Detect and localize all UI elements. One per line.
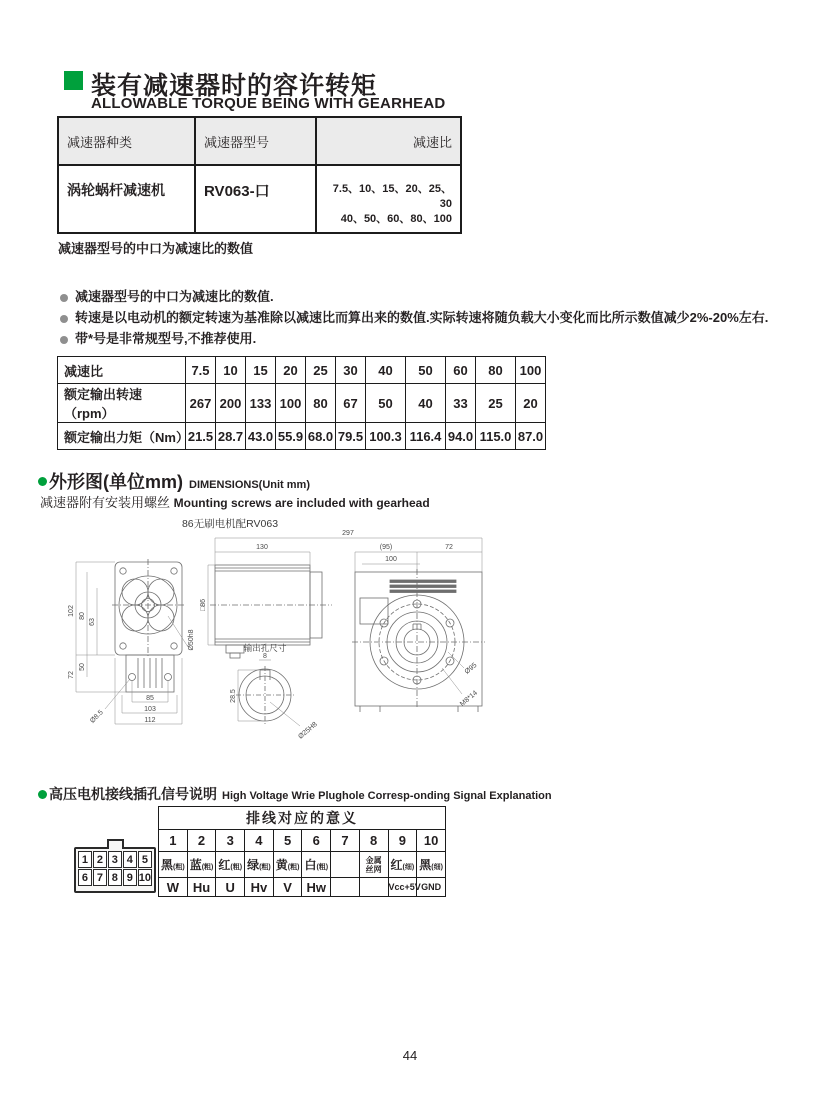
ratio-value: 15	[246, 357, 276, 384]
wire-color-cell	[331, 852, 360, 878]
torque-value: 21.5	[186, 423, 216, 450]
dimensions-section-header	[38, 468, 310, 494]
svg-text:85: 85	[146, 695, 154, 702]
note-text: 带*号是非常规型号,不推荐使用.	[75, 331, 257, 346]
signal-name: U	[216, 878, 245, 897]
pin-number: 7	[331, 830, 360, 852]
page-title-cn: 装有减速器时的容许转矩	[91, 72, 378, 100]
ratio-value: 80	[476, 357, 516, 384]
pin-number-row	[159, 830, 446, 852]
ratio-value: 20	[276, 357, 306, 384]
svg-text:80: 80	[79, 612, 86, 620]
dimensions-subtitle-en: Mounting screws are included with gearhead	[173, 496, 430, 510]
speed-value: 20	[516, 384, 546, 423]
dimensions-subtitle-cn: 减速器附有安装用螺丝	[40, 495, 171, 510]
signal-name: Hv	[245, 878, 274, 897]
connector-pin: 6	[78, 869, 92, 886]
connector-pin: 10	[138, 869, 152, 886]
output-hole-dim-labels	[230, 653, 319, 741]
page-title-en: ALLOWABLE TORQUE BEING WITH GEARHEAD	[91, 95, 446, 112]
wire-color-cell: 黑(粗)	[159, 852, 188, 878]
gearhead-table-header-row	[58, 117, 461, 165]
connector-pin: 4	[123, 851, 137, 868]
gearbox-front-dimensions	[76, 562, 188, 724]
speed-value: 50	[366, 384, 406, 423]
signal-table-title: 排线对应的意义	[159, 807, 446, 830]
bullet-dot-icon	[60, 315, 68, 323]
gearhead-ratio-cell	[316, 165, 461, 233]
pin-number: 4	[245, 830, 274, 852]
svg-text:63: 63	[89, 618, 96, 626]
svg-text:297: 297	[342, 530, 354, 537]
gearhead-table-row	[58, 165, 461, 233]
drawing-title: 86无刷电机配RV063	[181, 518, 279, 530]
torque-value: 55.9	[276, 423, 306, 450]
svg-text:72: 72	[445, 544, 453, 551]
signal-name	[359, 878, 388, 897]
ratio-value: 7.5	[186, 357, 216, 384]
svg-text:Ø8.5: Ø8.5	[89, 709, 105, 725]
gearbox-output-dim-labels	[459, 662, 479, 708]
dimensions-title-en: DIMENSIONS(Unit mm)	[189, 479, 310, 491]
signal-name: Hu	[187, 878, 216, 897]
gearhead-table	[57, 116, 462, 234]
gearhead-type-cell: 涡轮蜗杆减速机	[58, 165, 195, 233]
col-header-gearhead-model: 减速器型号	[195, 117, 316, 165]
signal-name-row	[159, 878, 446, 897]
green-bullet-icon	[38, 790, 47, 799]
green-square-bullet-icon	[64, 71, 83, 90]
pin-number: 9	[388, 830, 417, 852]
dimension-drawing	[60, 510, 620, 748]
signal-table	[158, 806, 446, 897]
connector-pin: 3	[108, 851, 122, 868]
dimension-drawing-svg	[60, 510, 620, 748]
speed-value: 200	[216, 384, 246, 423]
svg-text:102: 102	[68, 605, 75, 617]
note-text: 减速器型号的中口为减速比的数值.	[75, 289, 274, 304]
ratio-line-1: 7.5、10、15、20、25、30	[332, 183, 452, 210]
torque-row-label: 额定输出力矩（Nm）	[58, 423, 186, 450]
svg-text:(95): (95)	[379, 544, 393, 551]
svg-text:72: 72	[68, 671, 75, 679]
svg-text:8: 8	[263, 653, 267, 660]
torque-value: 68.0	[306, 423, 336, 450]
speed-row-label: 额定输出转速（rpm）	[58, 384, 186, 423]
signal-name: GND	[417, 878, 446, 897]
connector-pin-grid	[76, 849, 154, 888]
dimensions-title-cn: 外形图(单位mm)	[49, 472, 183, 492]
wire-color-row	[159, 852, 446, 878]
svg-text:28.5: 28.5	[230, 689, 237, 703]
torque-value: 94.0	[446, 423, 476, 450]
speed-value: 133	[246, 384, 276, 423]
ratio-row	[58, 357, 546, 384]
signal-name: Hw	[302, 878, 331, 897]
wire-color-cell: 白(粗)	[302, 852, 331, 878]
pin-number: 3	[216, 830, 245, 852]
svg-text:Ø50h8: Ø50h8	[188, 629, 195, 651]
torque-value: 87.0	[516, 423, 546, 450]
pin-number: 8	[359, 830, 388, 852]
page-number: 44	[402, 1048, 418, 1063]
green-bullet-icon	[38, 477, 47, 486]
svg-text:103: 103	[144, 706, 156, 713]
torque-row	[58, 423, 546, 450]
speed-value: 25	[476, 384, 516, 423]
connector-pin: 2	[93, 851, 107, 868]
ratio-value: 100	[516, 357, 546, 384]
connector-pin: 9	[123, 869, 137, 886]
torque-value: 43.0	[246, 423, 276, 450]
connector-pin: 5	[138, 851, 152, 868]
ratio-value: 10	[216, 357, 246, 384]
torque-value: 28.7	[216, 423, 246, 450]
pin-number: 2	[187, 830, 216, 852]
connector-tab-icon	[107, 839, 124, 849]
speed-value: 33	[446, 384, 476, 423]
pin-number: 1	[159, 830, 188, 852]
speed-value: 67	[336, 384, 366, 423]
svg-text:输出孔尺寸: 输出孔尺寸	[243, 643, 287, 653]
speed-value: 100	[276, 384, 306, 423]
svg-text:□86: □86	[200, 598, 207, 612]
note-item	[60, 310, 768, 326]
ratio-value: 40	[366, 357, 406, 384]
signal-name: W	[159, 878, 188, 897]
torque-value: 100.3	[366, 423, 406, 450]
ratio-value: 50	[406, 357, 446, 384]
wire-color-cell: 黑(细)	[417, 852, 446, 878]
signal-title-en: High Voltage Wrie Plughole Corresp-onding Signal Explanation	[222, 790, 552, 802]
connector-pin: 1	[78, 851, 92, 868]
notes-list	[60, 289, 768, 352]
speed-row	[58, 384, 546, 423]
ratio-value: 60	[446, 357, 476, 384]
connector-pin: 7	[93, 869, 107, 886]
bullet-dot-icon	[60, 294, 68, 302]
col-header-gearhead-type: 减速器种类	[58, 117, 195, 165]
speed-value: 80	[306, 384, 336, 423]
signal-name: V	[273, 878, 302, 897]
wire-color-cell-mesh: 金属 丝网	[359, 852, 388, 878]
wire-color-cell: 蓝(粗)	[187, 852, 216, 878]
svg-text:112: 112	[144, 717, 156, 724]
col-header-reduction-ratio: 减速比	[316, 117, 461, 165]
signal-table-title-row	[159, 807, 446, 830]
signal-section-header	[38, 784, 552, 804]
wire-color-cell: 红(粗)	[216, 852, 245, 878]
connector-pin: 8	[108, 869, 122, 886]
wire-color-cell: 红(细)	[388, 852, 417, 878]
ratio-table	[57, 356, 546, 450]
bullet-dot-icon	[60, 336, 68, 344]
svg-text:100: 100	[385, 556, 397, 563]
gearhead-table-note: 减速器型号的中口为减速比的数值	[58, 241, 254, 256]
speed-value: 40	[406, 384, 446, 423]
gearhead-model-cell: RV063-口	[195, 165, 316, 233]
torque-value: 115.0	[476, 423, 516, 450]
plug-connector-diagram	[74, 847, 156, 893]
note-item	[60, 331, 768, 347]
svg-text:Ø25H8: Ø25H8	[297, 721, 319, 741]
assembly-dim-labels	[200, 530, 453, 611]
svg-text:Ø95: Ø95	[463, 661, 479, 676]
pin-number: 6	[302, 830, 331, 852]
svg-text:50: 50	[79, 663, 86, 671]
svg-text:M8*14: M8*14	[459, 689, 480, 709]
svg-text:130: 130	[256, 544, 268, 551]
signal-title-cn: 高压电机接线插孔信号说明	[49, 786, 217, 802]
ratio-line-2: 40、50、60、80、100	[340, 213, 452, 225]
torque-value: 116.4	[406, 423, 446, 450]
pin-number: 5	[273, 830, 302, 852]
ratio-row-label: 减速比	[58, 357, 186, 384]
ratio-value: 30	[336, 357, 366, 384]
gearbox-output-view	[352, 569, 485, 712]
speed-value: 267	[186, 384, 216, 423]
torque-value: 79.5	[336, 423, 366, 450]
note-text: 转速是以电动机的额定转速为基准除以减速比而算出来的数值.实际转速将随负载大小变化而比所示数值减少2%-20%左右.	[75, 310, 769, 325]
note-item	[60, 289, 768, 305]
signal-name	[331, 878, 360, 897]
signal-name: Vcc+5V	[388, 878, 417, 897]
wire-color-cell: 黄(粗)	[273, 852, 302, 878]
ratio-value: 25	[306, 357, 336, 384]
wire-color-cell: 绿(粗)	[245, 852, 274, 878]
pin-number: 10	[417, 830, 446, 852]
dimensions-subtitle	[40, 492, 430, 511]
